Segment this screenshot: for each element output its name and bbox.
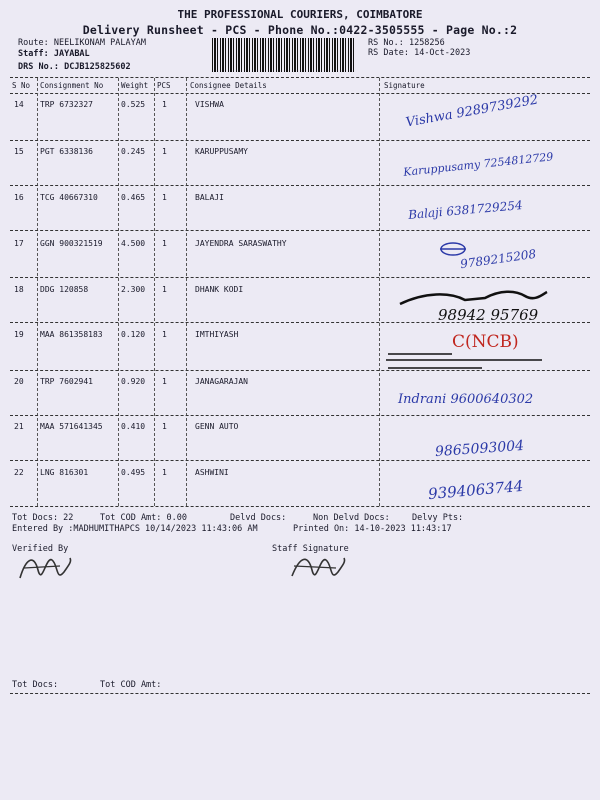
row-20-consignment: TRP 7602941 [40, 377, 93, 386]
verifier-signature-icon [16, 548, 74, 590]
row-14-sno: 14 [14, 100, 24, 109]
row-22-consignment: LNG 816301 [40, 468, 89, 477]
rs-no-label: RS No.: [368, 38, 404, 48]
row-17-pcs: 1 [162, 239, 167, 248]
col-consignment: Consignment No [40, 81, 104, 90]
row-15-pcs: 1 [162, 147, 167, 156]
tot-docs: Tot Docs: 22 [12, 513, 74, 523]
col-divider [379, 78, 380, 506]
drs-value: DCJB125825602 [64, 62, 131, 72]
staff-label: Staff: [18, 49, 49, 59]
row-20-sno: 20 [14, 377, 24, 386]
row-18-weight: 2.300 [121, 285, 146, 294]
row-18-consignment: DDG 120858 [40, 285, 89, 294]
delvy-pts: Delvy Pts: [412, 513, 464, 523]
row-rule [10, 185, 590, 186]
row-19-signature: C(NCB) [452, 332, 519, 352]
col-divider [37, 78, 38, 506]
col-sno: S No [12, 81, 31, 90]
row-22-consignee: ASHWINI [195, 468, 229, 477]
table-header-rule [10, 93, 590, 94]
row-rule [10, 140, 590, 141]
non-delvd-docs: Non Delvd Docs: [313, 513, 390, 523]
row-18-signature: 98942 95769 [438, 306, 539, 324]
col-consignee: Consignee Details [190, 81, 267, 90]
row-22-pcs: 1 [162, 468, 167, 477]
row-rule [10, 322, 590, 323]
delvd-docs: Delvd Docs: [230, 513, 287, 523]
row-rule [10, 370, 590, 371]
staff-signature-icon [288, 548, 348, 590]
signature-scribble-icon [438, 240, 468, 258]
row-14-weight: 0.525 [121, 100, 146, 109]
row-17-signature: 9789215208 [459, 246, 537, 272]
row-21-weight: 0.410 [121, 422, 146, 431]
row-16-sno: 16 [14, 193, 24, 202]
verified-by-label: Verified By [12, 544, 69, 554]
row-19-pcs: 1 [162, 330, 167, 339]
row-15-sno: 15 [14, 147, 24, 156]
row-21-sno: 21 [14, 422, 24, 431]
row-21-pcs: 1 [162, 422, 167, 431]
tot-docs-2: Tot Docs: [12, 680, 59, 690]
row-rule [10, 415, 590, 416]
row-17-consignee: JAYENDRA SARASWATHY [195, 239, 287, 248]
row-14-consignee: VISHWA [195, 100, 224, 109]
row-18-sno: 18 [14, 285, 24, 294]
route-line [18, 38, 146, 48]
row-19-sno: 19 [14, 330, 24, 339]
rs-date-value: 14-Oct-2023 [414, 48, 471, 58]
staff-signature-label: Staff Signature [272, 544, 349, 554]
staff-line [18, 49, 90, 59]
row-20-consignee: JANAGARAJAN [195, 377, 248, 386]
row-19-consignment: MAA 861358183 [40, 330, 103, 339]
row-15-consignment: PGT 6338136 [40, 147, 93, 156]
row-14-signature: Vishwa 9289739292 [404, 92, 540, 131]
row-22-signature: 9394063744 [427, 476, 525, 504]
row-19-weight: 0.120 [121, 330, 146, 339]
row-16-weight: 0.465 [121, 193, 146, 202]
barcode [212, 38, 354, 72]
row-rule [10, 277, 590, 278]
row-15-weight: 0.245 [121, 147, 146, 156]
table-top-rule [10, 77, 590, 78]
row-22-weight: 0.495 [121, 468, 146, 477]
row-17-weight: 4.500 [121, 239, 146, 248]
rs-date-line [368, 48, 470, 58]
drs-label: DRS No.: [18, 62, 59, 72]
col-divider [118, 78, 119, 506]
tot-cod-2: Tot COD Amt: [100, 680, 162, 690]
row-14-consignment: TRP 6732327 [40, 100, 93, 109]
col-divider [186, 78, 187, 506]
row-22-sno: 22 [14, 468, 24, 477]
row-21-consignment: MAA 571641345 [40, 422, 103, 431]
row-17-sno: 17 [14, 239, 24, 248]
row-21-consignee: GENN AUTO [195, 422, 239, 431]
printed-on: Printed On: 14-10-2023 11:43:17 [293, 524, 452, 534]
row-20-signature: Indrani 9600640302 [398, 392, 534, 407]
runsheet-subtitle: Delivery Runsheet - PCS - Phone No.:0422-3505555 - Page No.:2 [82, 23, 518, 37]
rs-no-line [368, 38, 445, 48]
row-21-signature: 9865093004 [434, 437, 525, 461]
row-15-signature: Karuppusamy 7254812729 [402, 150, 554, 179]
entered-by: Entered By :MADHUMITHAPCS 10/14/2023 11:43:06 AM [12, 524, 258, 534]
col-pcs: PCS [157, 81, 171, 90]
row-19-consignee: IMTHIYASH [195, 330, 239, 339]
staff-value: JAYABAL [53, 49, 90, 59]
row-20-weight: 0.920 [121, 377, 146, 386]
col-weight: Weight [121, 81, 149, 90]
row-rule [10, 230, 590, 231]
col-signature: Signature [384, 81, 425, 90]
row-16-signature: Balaji 6381729254 [407, 198, 524, 222]
row-18-pcs: 1 [162, 285, 167, 294]
row-14-pcs: 1 [162, 100, 167, 109]
tot-cod: Tot COD Amt: 0.00 [100, 513, 187, 523]
footer-rule [10, 693, 590, 694]
row-20-pcs: 1 [162, 377, 167, 386]
route-value: NEELIKONAM PALAYAM [53, 38, 146, 48]
row-16-pcs: 1 [162, 193, 167, 202]
col-divider [154, 78, 155, 506]
row-15-consignee: KARUPPUSAMY [195, 147, 248, 156]
route-label: Route: [18, 38, 49, 48]
row-16-consignment: TCG 40667310 [40, 193, 98, 202]
company-title: THE PROFESSIONAL COURIERS, COIMBATORE [177, 8, 423, 21]
rs-no-value: 1258256 [408, 38, 445, 48]
row-17-consignment: GGN 900321519 [40, 239, 103, 248]
table-bottom-rule [10, 506, 590, 507]
row-16-consignee: BALAJI [195, 193, 224, 202]
row-rule [10, 460, 590, 461]
row-18-consignee: DHANK KODI [195, 285, 244, 294]
rs-date-label: RS Date: [368, 48, 409, 58]
drs-line [18, 62, 131, 72]
